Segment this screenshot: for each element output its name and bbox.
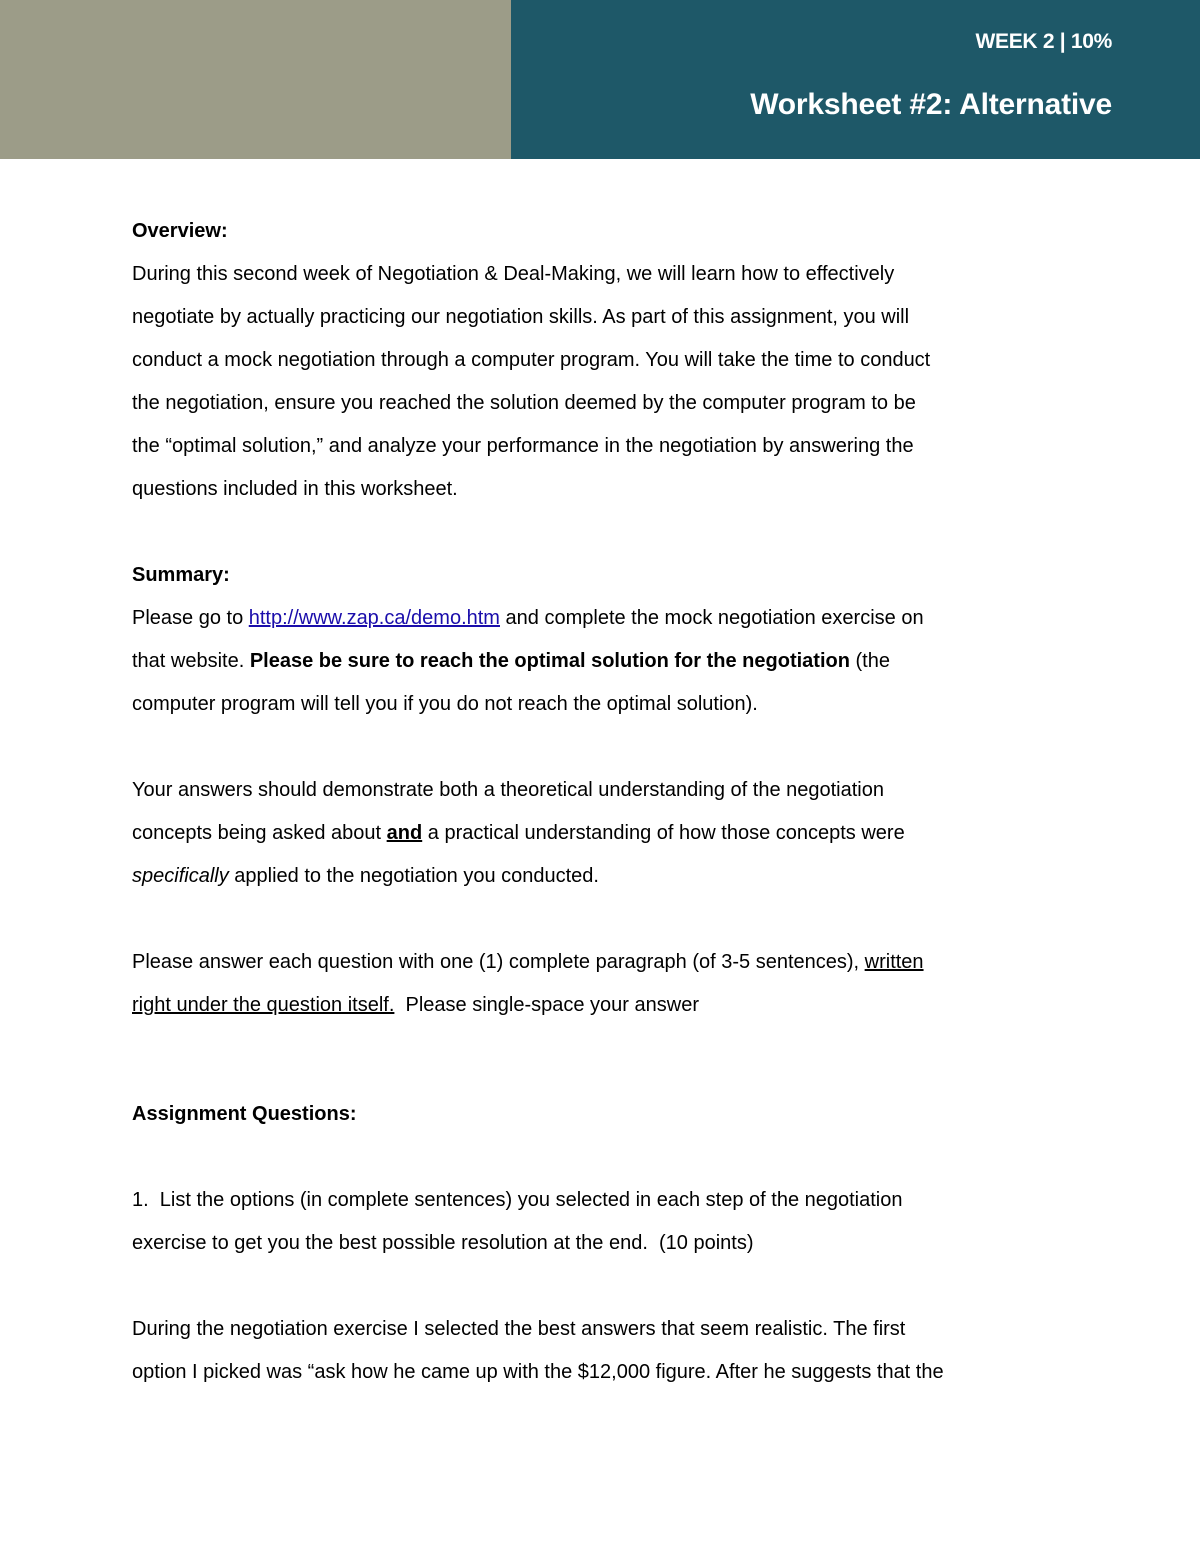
summary-text: Please go to xyxy=(132,607,249,629)
understanding-line xyxy=(132,855,1032,898)
questions-heading: Assignment Questions: xyxy=(132,1103,357,1125)
spacer xyxy=(132,726,1032,769)
overview-line: questions included in this worksheet. xyxy=(132,478,458,500)
understanding-line xyxy=(132,812,1032,855)
spacer xyxy=(132,898,1032,941)
summary-line xyxy=(132,640,1032,683)
instructions-underline: written xyxy=(864,951,924,973)
instructions-line xyxy=(132,984,1032,1027)
spacer xyxy=(132,1136,1032,1179)
overview-line: the “optimal solution,” and analyze your performance in the negotiation by answering the xyxy=(132,435,914,457)
spacer xyxy=(132,1027,1032,1093)
document-body xyxy=(132,210,1032,1394)
demo-link[interactable]: http://www.zap.ca/demo.htm xyxy=(248,607,500,629)
spacer xyxy=(132,1265,1032,1308)
summary-text: (the xyxy=(849,650,890,672)
week-label: WEEK 2 | 10% xyxy=(975,30,1112,53)
overview-line: conduct a mock negotiation through a computer program. You will take the time to conduct xyxy=(132,349,931,371)
understanding-emphasis: and xyxy=(386,822,423,844)
summary-text: and complete the mock negotiation exercise on xyxy=(499,607,924,629)
instructions-line xyxy=(132,941,1032,984)
understanding-text: a practical understanding of how those concepts were xyxy=(422,822,905,844)
header-left-band xyxy=(0,0,511,159)
summary-heading: Summary: xyxy=(132,564,230,586)
overview-heading: Overview: xyxy=(132,220,228,242)
understanding-text: concepts being asked about xyxy=(132,822,387,844)
spacer xyxy=(132,511,1032,554)
instructions-underline: right under the question itself. xyxy=(132,994,395,1016)
document-title: Worksheet #2: Alternative xyxy=(750,88,1112,121)
summary-line: computer program will tell you if you do not reach the optimal solution). xyxy=(132,693,758,715)
understanding-line: Your answers should demonstrate both a theoretical understanding of the negotiation xyxy=(132,779,884,801)
summary-text: that website. xyxy=(132,650,250,672)
header-right-band xyxy=(511,0,1200,159)
answer-line: During the negotiation exercise I selected the best answers that seem realistic. The first xyxy=(132,1318,906,1340)
overview-line: the negotiation, ensure you reached the solution deemed by the computer program to be xyxy=(132,392,916,414)
summary-emphasis: Please be sure to reach the optimal solution for the negotiation xyxy=(249,650,850,672)
instructions-text: Please answer each question with one (1) complete paragraph (of 3-5 sentences), xyxy=(132,951,865,973)
overview-line: negotiate by actually practicing our negotiation skills. As part of this assignment, you will xyxy=(132,306,910,328)
summary-line xyxy=(132,597,1032,640)
instructions-text: Please single-space your answer xyxy=(394,994,699,1016)
answer-line: option I picked was “ask how he came up with the $12,000 figure. After he suggests that the xyxy=(132,1361,944,1383)
question-line: 1. List the options (in complete sentences) you selected in each step of the negotiation xyxy=(132,1189,903,1211)
understanding-italic: specifically xyxy=(132,865,229,887)
understanding-text: applied to the negotiation you conducted. xyxy=(228,865,599,887)
question-line: exercise to get you the best possible resolution at the end. (10 points) xyxy=(132,1232,754,1254)
overview-line: During this second week of Negotiation & Deal-Making, we will learn how to effectively xyxy=(132,263,895,285)
